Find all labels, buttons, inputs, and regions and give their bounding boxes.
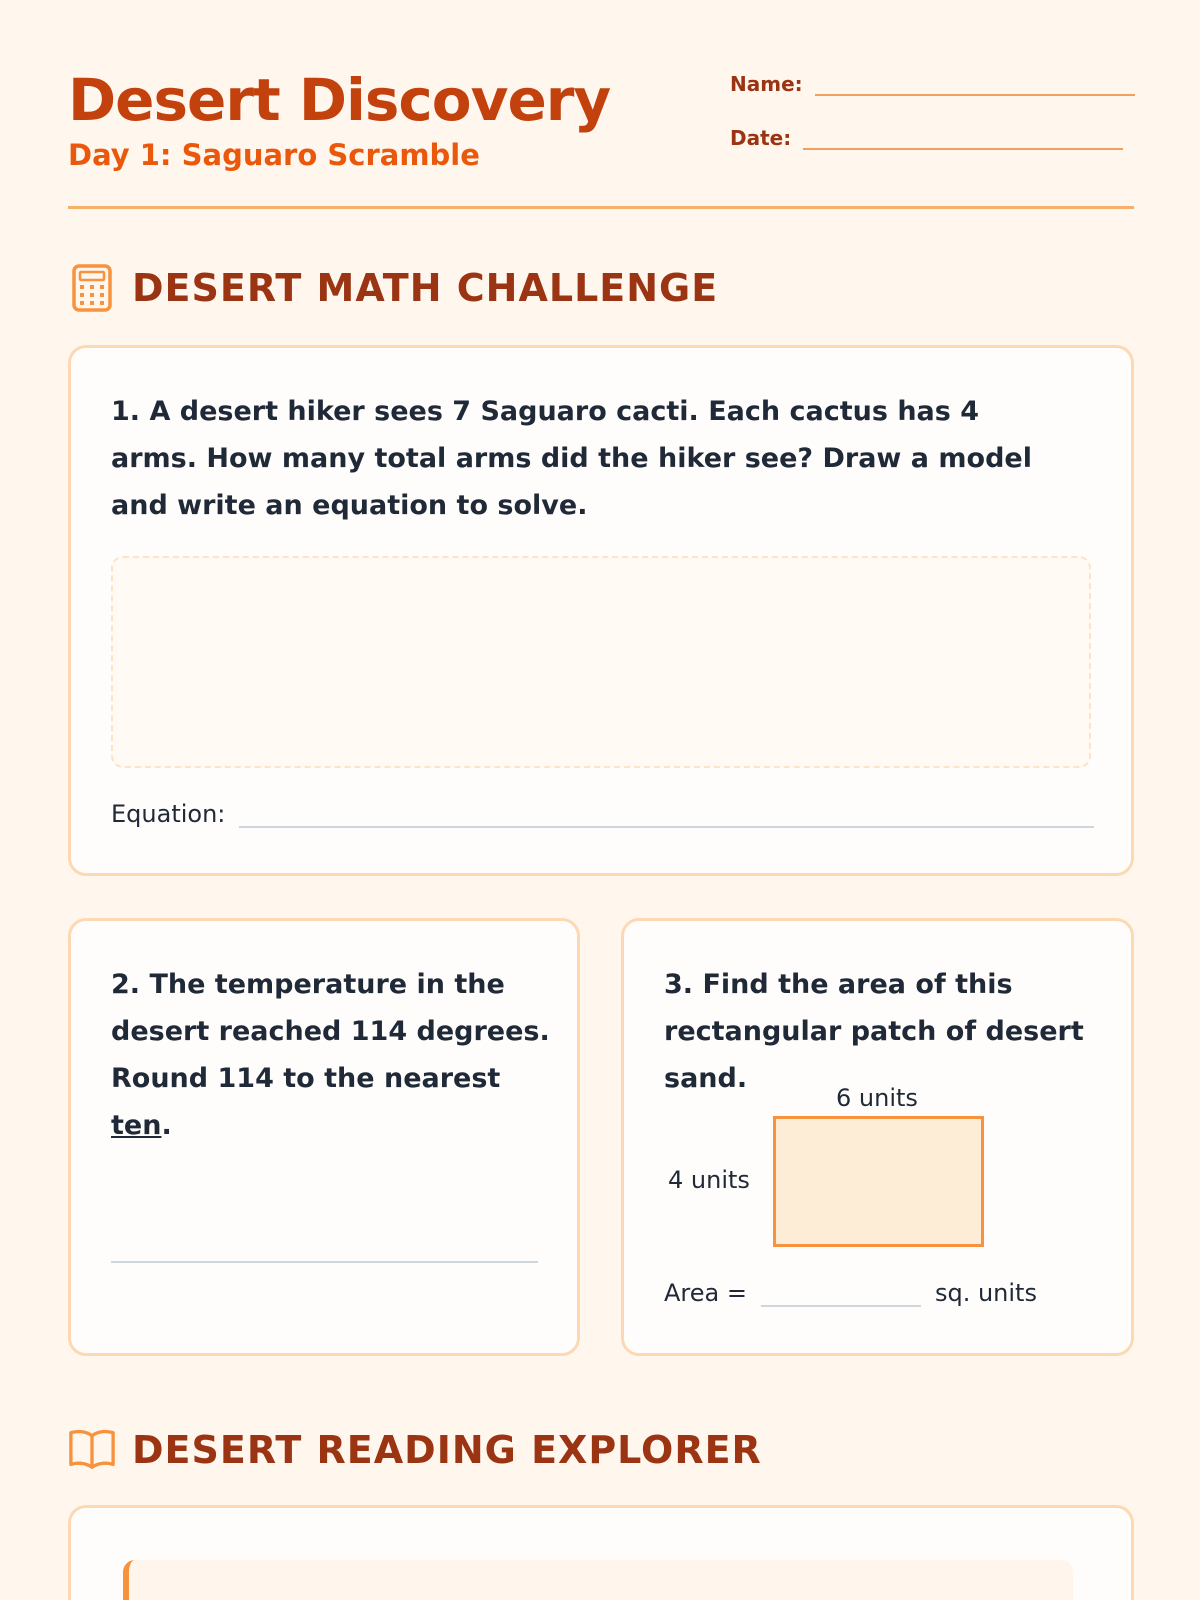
reading-section-heading — [68, 1424, 762, 1476]
area-row — [664, 1279, 1037, 1307]
page-subtitle: Day 1: Saguaro Scramble — [68, 138, 480, 172]
reading-card — [68, 1505, 1134, 1600]
question-3-card — [621, 918, 1134, 1356]
question-2-text — [111, 961, 551, 1149]
header-divider — [68, 206, 1134, 209]
page-title: Desert Discovery — [68, 66, 611, 134]
sand-rectangle — [773, 1116, 984, 1247]
rectangle-width-label: 6 units — [836, 1084, 918, 1112]
question-2-card — [68, 918, 580, 1356]
math-section-title: DESERT MATH CHALLENGE — [132, 266, 719, 310]
worksheet-page — [68, 0, 1134, 1600]
area-label: Area = — [664, 1279, 747, 1307]
question-2-emphasis: ten — [111, 1110, 162, 1141]
date-input-line[interactable] — [803, 130, 1123, 150]
question-2-answer-line[interactable] — [111, 1261, 538, 1263]
equation-row — [111, 800, 1094, 828]
question-2-text-end: . — [161, 1110, 172, 1141]
open-book-icon — [68, 1424, 116, 1476]
date-label: Date: — [730, 126, 792, 150]
math-section-heading — [68, 262, 718, 314]
name-field[interactable] — [730, 72, 1135, 96]
equation-label: Equation: — [111, 800, 226, 828]
equation-answer-line[interactable] — [239, 806, 1094, 828]
area-units-label: sq. units — [934, 1279, 1037, 1307]
area-answer-line[interactable] — [761, 1285, 921, 1307]
reading-section-title: DESERT READING EXPLORER — [132, 1428, 762, 1472]
name-label: Name: — [730, 72, 803, 96]
reading-passage-box — [123, 1560, 1073, 1600]
question-1-card — [68, 345, 1134, 876]
question-1-text: 1. A desert hiker sees 7 Saguaro cacti. Each cactus has 4 arms. How many total arms did the hiker see? Draw a model and write an equation to solve. — [111, 396, 1032, 521]
question-2-text-main: 2. The temperature in the desert reached 114 degrees. Round 114 to the nearest — [111, 969, 550, 1094]
date-field[interactable] — [730, 126, 1123, 150]
rectangle-height-label: 4 units — [668, 1166, 750, 1194]
calculator-icon — [68, 262, 116, 314]
question-3-text: 3. Find the area of this rectangular patch of desert sand. — [664, 969, 1084, 1094]
model-drawing-area[interactable] — [111, 556, 1091, 768]
name-input-line[interactable] — [815, 76, 1135, 96]
